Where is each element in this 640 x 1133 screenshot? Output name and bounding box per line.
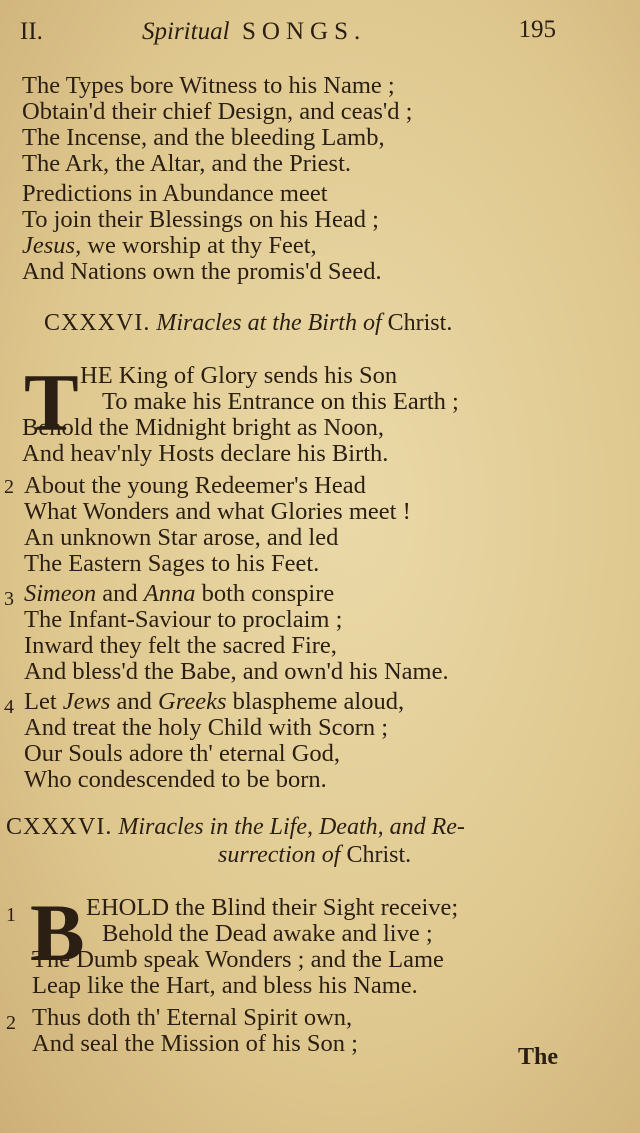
verse-line: And bless'd the Babe, and own'd his Name. [24,658,449,685]
verse-line: The Incense, and the bleeding Lamb, [22,124,385,151]
hymn-number: CXXXVI. [6,814,113,840]
verse-line: The Infant-Saviour to proclaim ; [24,606,343,633]
verse-line: The Dumb speak Wonders ; and the Lame [32,946,444,973]
verse-number: 3 [4,588,14,610]
verse-line: And seal the Mission of his Son ; [32,1030,358,1057]
verse-line: The Types bore Witness to his Name ; [22,72,395,99]
italic-name: Simeon [24,580,97,607]
verse-line [24,688,404,716]
hymn-heading [6,814,465,841]
verse-line: Behold the Midnight bright as Noon, [22,414,385,441]
verse-line: Inward they felt the sacred Fire, [24,632,337,659]
verse-number: 1 [6,904,16,926]
catchword: The [518,1044,559,1070]
verse-text: and [110,688,159,715]
verse-line: Our Souls adore th' eternal God, [24,740,341,767]
hymn-title-italic: Miracles at the Birth of [156,310,382,336]
verse-number: 2 [6,1012,16,1034]
header-section: II. [20,18,43,45]
hymn-number: CXXXVI. [44,310,151,336]
header-title-caps: SONGS. [242,18,367,45]
verse-text: and [96,580,144,607]
verse-text: Let [24,688,63,715]
verse-line [22,232,317,260]
drop-cap: B [30,887,85,978]
hymn-title-italic: surrection of [218,842,341,868]
italic-name: Jews [62,688,111,715]
verse-line: Who condescended to be born. [24,766,327,793]
verse-number: 4 [4,696,14,718]
hymn-title-italic: Miracles in the Life, Death, and Re- [118,814,465,840]
verse-line: And heav'nly Hosts declare his Birth. [22,440,389,467]
verse-line: About the young Redeemer's Head [24,472,366,499]
verse-line: Behold the Dead awake and live ; [102,920,433,947]
italic-name: Greeks [158,688,227,715]
verse-line [24,580,334,608]
header-title [142,18,366,46]
verse-line: To make his Entrance on this Earth ; [102,388,459,415]
verse-line: And treat the holy Child with Scorn ; [24,714,389,741]
verse-text: blaspheme aloud, [226,688,405,715]
italic-name: Jesus, [22,232,82,259]
verse-line: Predictions in Abundance meet [22,180,328,207]
verse-line: Leap like the Hart, and bless his Name. [32,972,418,999]
verse-line: The Eastern Sages to his Feet. [24,550,320,577]
verse-text: we worship at thy Feet, [81,232,317,259]
hymn-title-roman: Christ. [346,842,412,868]
verse-line: The Ark, the Altar, and the Priest. [22,150,352,177]
verse-line: HE King of Glory sends his Son [80,362,398,389]
hymn-heading-cont [218,842,411,869]
verse-line: To join their Blessings on his Head ; [22,206,379,233]
verse-line: What Wonders and what Glories meet ! [24,498,411,525]
italic-name: Anna [143,580,196,607]
hymn-title-roman: Christ. [387,310,453,336]
running-header [0,14,640,50]
verse-line: An unknown Star arose, and led [24,524,339,551]
header-title-word: Spiritual [142,18,230,45]
verse-text: both conspire [195,580,335,607]
hymn-heading [44,310,452,337]
verse-line: And Nations own the promis'd Seed. [22,258,382,285]
verse-number: 2 [4,476,14,498]
verse-line: Thus doth th' Eternal Spirit own, [32,1004,353,1031]
drop-cap: T [24,357,79,448]
verse-line: EHOLD the Blind their Sight receive; [86,894,459,921]
verse-line: Obtain'd their chief Design, and ceas'd ; [22,98,413,125]
page-number: 195 [518,16,556,43]
